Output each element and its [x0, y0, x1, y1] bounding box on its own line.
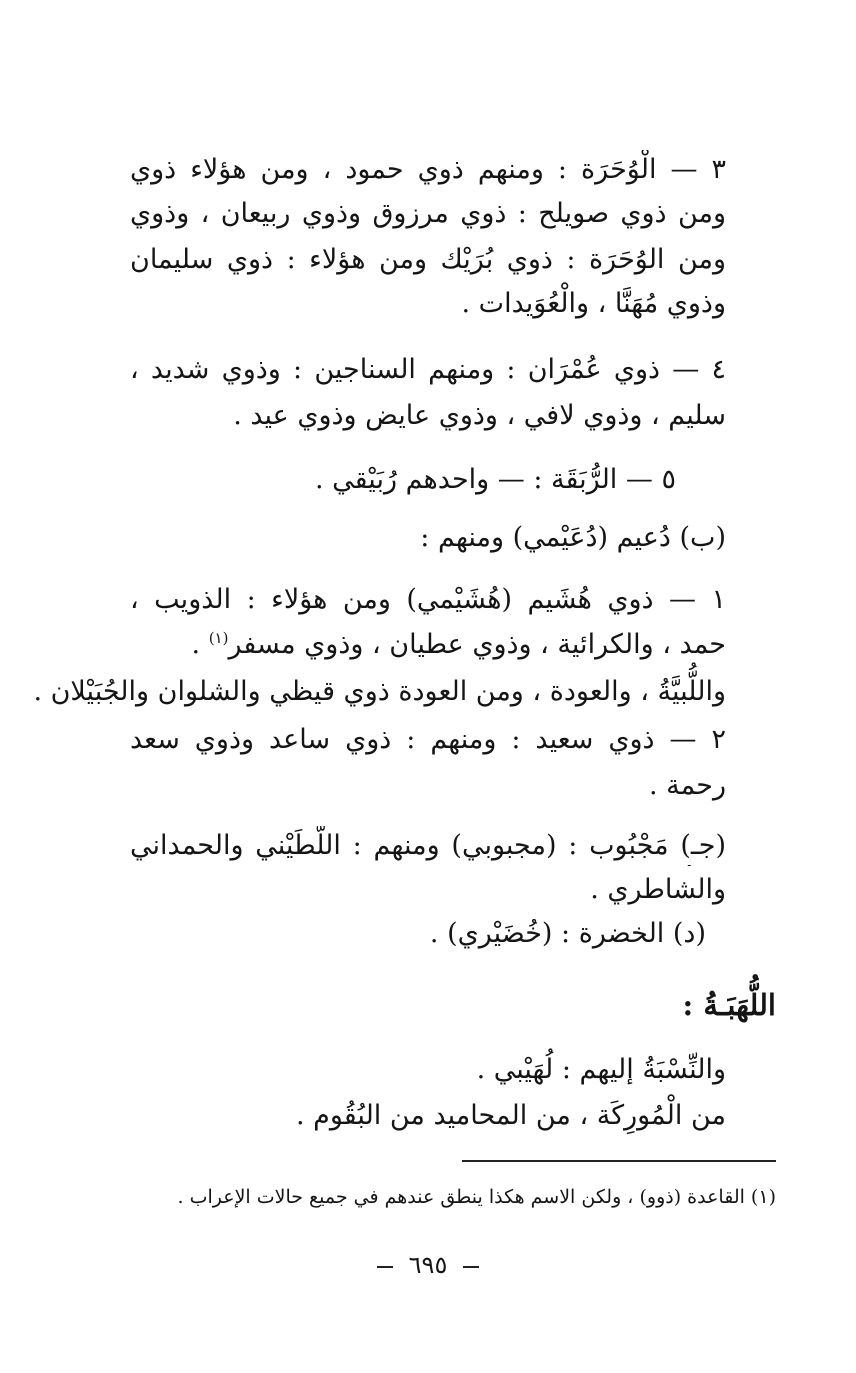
page-number [0, 1250, 856, 1280]
section-b-line: (ب) دُعيم (دُعَيْمي) ومنهم : [420, 522, 726, 553]
text-line-15: والشاطري . [590, 874, 726, 905]
text-line-18: من الْمُورِكَة ، من المحاميد من البُقُوم . [295, 1100, 726, 1131]
text-line-4: وذوي مُهَنَّا ، والْعُوَيدات . [461, 288, 726, 319]
page-number-dash-left [377, 1266, 393, 1268]
text-line-5: ٤ — ذوي عُمْرَان : ومنهم السناجين : وذوي شديد ، [130, 354, 726, 385]
text-line-10 [130, 625, 726, 665]
section-c-line: (جـ) مَجْبُوب : (مجبوبي) ومنهم : اللُّطَيْني والحمداني [130, 830, 726, 861]
footnote-marker: (١) [208, 629, 229, 647]
text-line-3: ومن الوُحَرَة : ذوي بُرَيْك ومن هؤلاء : ذوي سليمان [130, 244, 726, 275]
text-line-10-main: حمد ، والكرائية ، وذوي عطيان ، وذوي مسفر [228, 629, 726, 660]
text-line-13: رحمة . [649, 770, 726, 801]
text-line-2: ومن ذوي صويلح : ذوي مرزوق وذوي ربيعان ، وذوي [130, 198, 726, 229]
page-number-dash-right [463, 1266, 479, 1268]
text-line-11: واللُّبيَّةُ ، والعودة ، ومن العودة ذوي قيظي والشلوان والجُبَيْلان . [33, 676, 726, 707]
text-line-10-end: . [191, 629, 209, 660]
footnote: (١) القاعدة (ذوو) ، ولكن الاسم هكذا ينطق عندهم في جميع حالات الإعراب . [177, 1186, 776, 1208]
page-number-value: ٦٩٥ [408, 1251, 448, 1279]
section-heading: اللُّهَبَـةُ : [682, 988, 776, 1022]
section-d-line: (د) الخضرة : (خُضَيْري) . [429, 918, 706, 949]
footnote-divider [462, 1160, 776, 1162]
text-line-7: ٥ — الرُّبَقَة : — واحدهم رُبَيْقي . [314, 464, 676, 495]
text-line-6: سليم ، وذوي لافي ، وذوي عايض وذوي عيد . [233, 400, 726, 431]
text-line-12: ٢ — ذوي سعيد : ومنهم : ذوي ساعد وذوي سعد [130, 724, 726, 755]
text-line-17: والنِّسْبَةُ إليهم : لُهَيْبي . [476, 1054, 726, 1085]
text-line-1: ٣ — الْوُحَرَة : ومنهم ذوي حمود ، ومن هؤلاء ذوي [130, 154, 726, 185]
text-line-9: ١ — ذوي هُشَيم (هُشَيْمي) ومن هؤلاء : الذويب ، [130, 584, 726, 615]
